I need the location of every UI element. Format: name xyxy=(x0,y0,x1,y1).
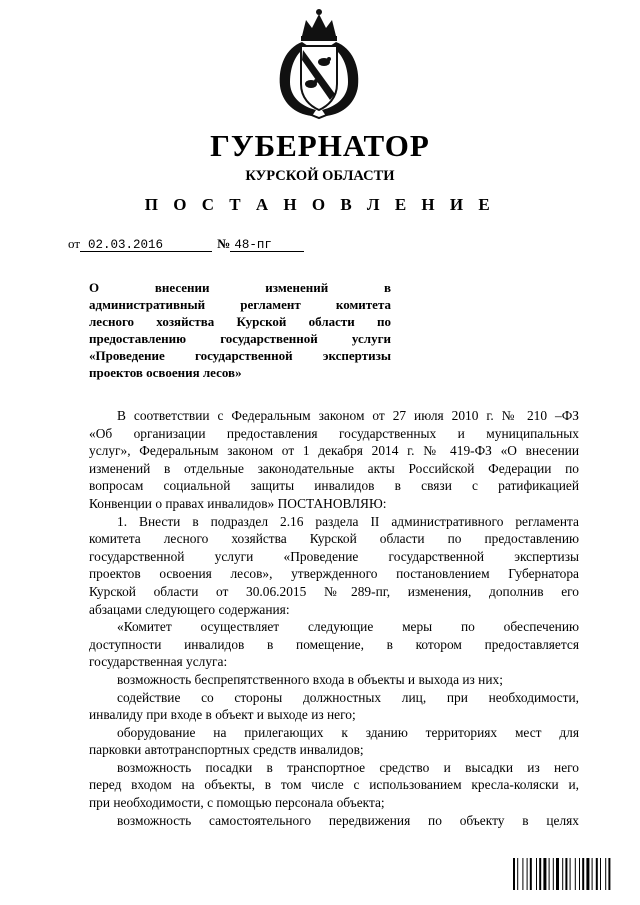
governor-title: ГУБЕРНАТОР xyxy=(210,128,430,163)
body-line: возможность посадки в транспортное средство и высадки из него xyxy=(117,759,579,775)
body-line: проектов освоения лесов», утвержденного постановлением Губернатора xyxy=(89,566,579,582)
body-line: доступности инвалидов в помещение, в котором предоставляется xyxy=(89,636,579,652)
body-line: абзацами следующего содержания: xyxy=(89,601,290,617)
body-line: оборудование на прилегающих к зданию территориях мест для xyxy=(117,724,579,740)
body-line: инвалиду при входе в объект и выходе из него; xyxy=(89,707,356,723)
barcode-stamp xyxy=(512,858,624,890)
body-line: «Об организации предоставления государственных и муниципальных xyxy=(89,425,579,441)
date-label: от xyxy=(68,236,81,251)
body-line: государственной услуги «Проведение государственной экспертизы xyxy=(89,548,579,564)
body-line: парковки автотранспортных средств инвалидов; xyxy=(89,742,364,758)
body-line: содействие со стороны должностных лиц, при необходимости, xyxy=(117,689,579,705)
body-line: Курской области от 30.06.2015 №289-пг, изменения, дополнив его xyxy=(89,583,579,599)
body-line: услуг», Федеральным законом от 1 декабря 2014 г. № 419-ФЗ «О внесении xyxy=(89,443,579,459)
body-line: перед входом на объекты, в том числе с использованием кресла-коляски и, xyxy=(89,777,579,793)
body-line: государственная услуга: xyxy=(89,654,228,670)
body-line: изменений в отдельные законодательные акты Российской Федерации по xyxy=(89,460,579,476)
subject-line: предоставлению государственной услуги xyxy=(89,331,391,346)
body-line: возможность самостоятельного передвижения по объекту в целях xyxy=(117,812,579,828)
decree-meta xyxy=(68,236,304,252)
number-label: № xyxy=(217,236,231,251)
coat-of-arms-emblem xyxy=(272,6,366,120)
subject-line: «Проведение государственной экспертизы xyxy=(89,348,391,363)
decree-subject xyxy=(89,279,391,381)
decree-date: 02.03.2016 xyxy=(80,239,212,252)
decree-number: 48-пг xyxy=(230,239,304,252)
region-subtitle: КУРСКОЙ ОБЛАСТИ xyxy=(245,168,395,184)
document-type-heading: П О С Т А Н О В Л Е Н И Е xyxy=(144,195,496,214)
body-line: 1. Внести в подраздел 2.16 раздела II административного регламента xyxy=(117,513,579,529)
subject-line: проектов освоения лесов» xyxy=(89,365,242,380)
body-line: комитета лесного хозяйства Курской области по предоставлению xyxy=(89,531,579,547)
subject-line: лесного хозяйства Курской области по xyxy=(89,314,391,329)
body-line: при необходимости, с помощью персонала объекта; xyxy=(89,795,385,811)
body-line: вопросам социальной защиты инвалидов в связи с ратификацией xyxy=(89,478,579,494)
decree-body xyxy=(89,407,579,829)
body-line: возможность беспрепятственного входа в объекты и выхода из них; xyxy=(117,671,503,687)
body-line: «Комитет осуществляет следующие меры по обеспечению xyxy=(117,619,579,635)
subject-line: О внесении изменений в xyxy=(89,280,391,295)
subject-line: административный регламент комитета xyxy=(89,297,391,312)
body-line: В соответствии с Федеральным законом от 27 июля 2010 г. № 210 –ФЗ xyxy=(117,408,579,423)
body-line: Конвенции о правах инвалидов» ПОСТАНОВЛЯЮ: xyxy=(89,495,387,511)
